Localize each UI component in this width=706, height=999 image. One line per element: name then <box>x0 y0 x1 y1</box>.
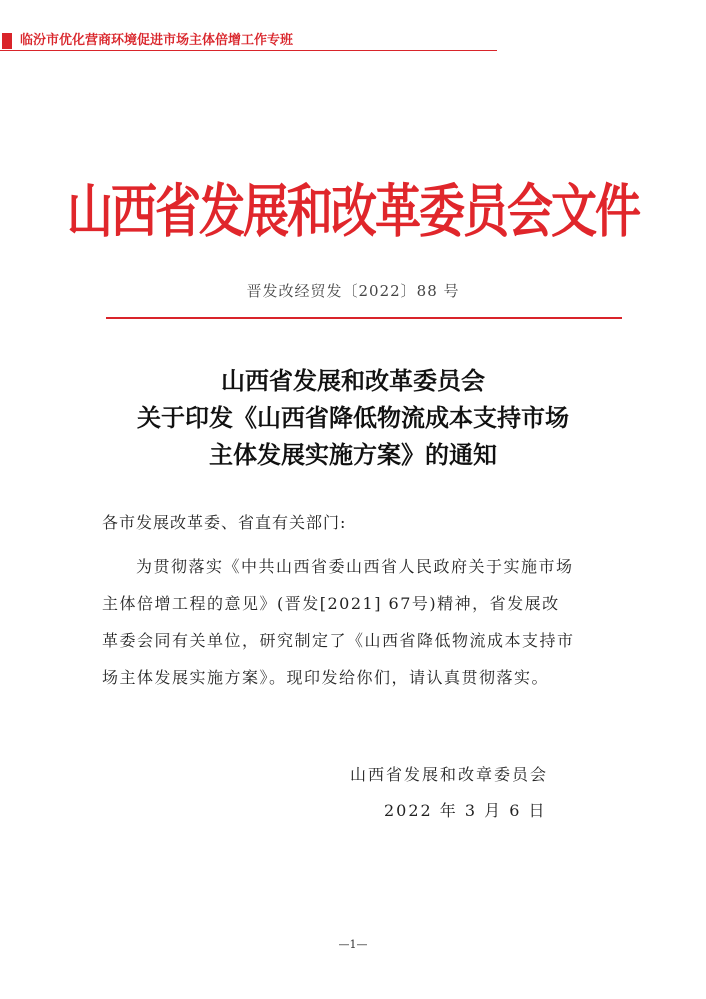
notice-title-line-2: 关于印发《山西省降低物流成本支持市场 <box>137 403 569 432</box>
body-line-4: 场主体发展实施方案》。现印发给你们，请认真贯彻落实。 <box>102 668 550 687</box>
signature-org: 山西省发展和改章委员会 <box>350 765 549 784</box>
header-text: 临汾市优化营商环境促进市场主体倍增工作专班 <box>20 33 294 48</box>
notice-title-line-3: 主体发展实施方案》的通知 <box>209 440 497 469</box>
body-line-3: 革委会同有关单位，研究制定了《山西省降低物流成本支持市 <box>102 631 575 650</box>
document-title: 山西省发展和改革委员会文件 <box>67 177 639 245</box>
red-divider-line <box>106 317 622 319</box>
salutation: 各市发展改革委、省直有关部门: <box>102 513 347 532</box>
body-line-2: 主体倍增工程的意见》(晋发[2021] 67号)精神，省发展改 <box>102 594 560 613</box>
header-marker <box>2 33 12 49</box>
signature-date: 2022 年 3 月 6 日 <box>384 801 547 820</box>
header-underline <box>0 50 497 51</box>
notice-title <box>0 362 706 473</box>
body-paragraph <box>102 548 612 696</box>
notice-title-line-1: 山西省发展和改革委员会 <box>221 366 485 395</box>
document-number: 晋发改经贸发〔2022〕88 号 <box>246 282 460 300</box>
body-line-1: 为贯彻落实《中共山西省委山西省人民政府关于实施市场 <box>136 557 574 576</box>
header-bar <box>0 30 500 52</box>
page-number: —1— <box>338 938 368 951</box>
